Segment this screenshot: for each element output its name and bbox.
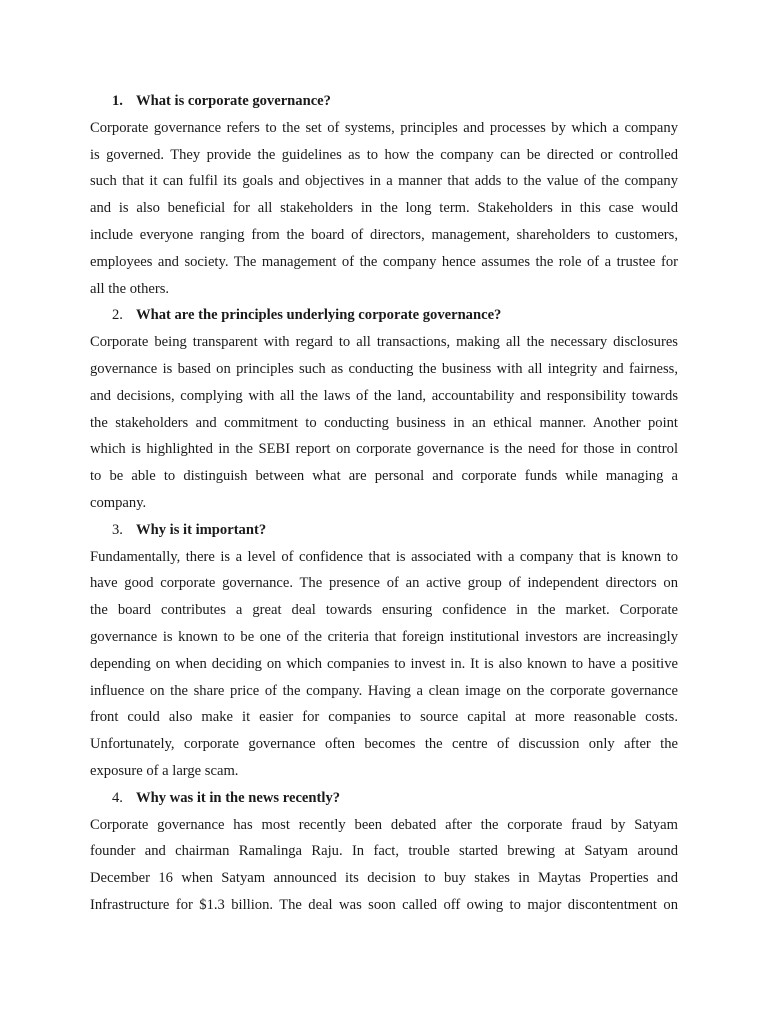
text-line: Corporate governance refers to the set of systems, principles and processes by which a company [90, 119, 678, 136]
text-line: Corporate governance has most recently been debated after the corporate fraud by Satyam [90, 816, 678, 833]
section-body-1 [90, 115, 678, 303]
section-title: Why is it important? [136, 521, 267, 538]
text-line: founder and chairman Ramalinga Raju. In fact, trouble started brewing at Satyam around [90, 843, 678, 860]
section-heading-2 [90, 302, 678, 329]
section-heading-1 [90, 88, 678, 115]
text-line: to be able to distinguish between what are personal and corporate funds while managing a [90, 468, 678, 485]
section-number: 3. [112, 521, 123, 538]
text-line: and decisions, complying with all the laws of the land, accountability and responsibility towards [90, 387, 678, 404]
section-body-3 [90, 544, 678, 785]
section-heading-4 [90, 785, 678, 812]
section-title: Why was it in the news recently? [136, 789, 341, 806]
text-line: Corporate being transparent with regard to all transactions, making all the necessary disclosures [90, 334, 678, 351]
text-line: December 16 when Satyam announced its decision to buy stakes in Maytas Properties and [90, 870, 678, 887]
section-body-4 [90, 812, 678, 919]
text-line: and is also beneficial for all stakeholders in the long term. Stakeholders in this case would [90, 200, 678, 217]
text-line: employees and society. The management of the company hence assumes the role of a trustee for [90, 253, 678, 270]
text-line: is governed. They provide the guidelines as to how the company can be directed or controlled [90, 146, 678, 163]
text-line: depending on when deciding on which companies to invest in. It is also known to have a positive [90, 655, 678, 672]
text-line: company. [90, 494, 147, 511]
text-line: which is highlighted in the SEBI report on corporate governance is the need for those in control [90, 441, 678, 458]
text-line: governance is known to be one of the criteria that foreign institutional investors are increasingly [90, 628, 678, 645]
text-line: include everyone ranging from the board of directors, management, shareholders to customers, [90, 226, 678, 243]
text-line: Infrastructure for $1.3 billion. The deal was soon called off owing to major discontentment on [90, 896, 678, 913]
text-line: influence on the share price of the company. Having a clean image on the corporate governance [90, 682, 678, 699]
text-line: such that it can fulfil its goals and objectives in a manner that adds to the value of the company [90, 173, 678, 190]
text-line: governance is based on principles such as conducting the business with all integrity and fairness, [90, 360, 678, 377]
section-number: 1. [112, 93, 123, 109]
text-line: Fundamentally, there is a level of confidence that is associated with a company that is known to [90, 548, 678, 565]
text-line: the board contributes a great deal towards ensuring confidence in the market. Corporate [90, 602, 678, 619]
text-line: the stakeholders and commitment to conducting business in an ethical manner. Another point [90, 414, 678, 431]
section-title: What is corporate governance? [136, 93, 331, 109]
section-number: 4. [112, 789, 123, 806]
text-line: all the others. [90, 280, 170, 297]
text-line: exposure of a large scam. [90, 762, 239, 779]
section-body-2 [90, 329, 678, 517]
text-line: have good corporate governance. The presence of an active group of independent directors on [90, 575, 678, 592]
text-line: front could also make it easier for companies to source capital at more reasonable costs. [90, 709, 678, 726]
document-page [90, 88, 678, 919]
section-number: 2. [112, 307, 123, 324]
text-line: Unfortunately, corporate governance often becomes the centre of discussion only after the [90, 736, 678, 753]
section-heading-3 [90, 517, 678, 544]
section-title: What are the principles underlying corporate governance? [136, 307, 502, 324]
